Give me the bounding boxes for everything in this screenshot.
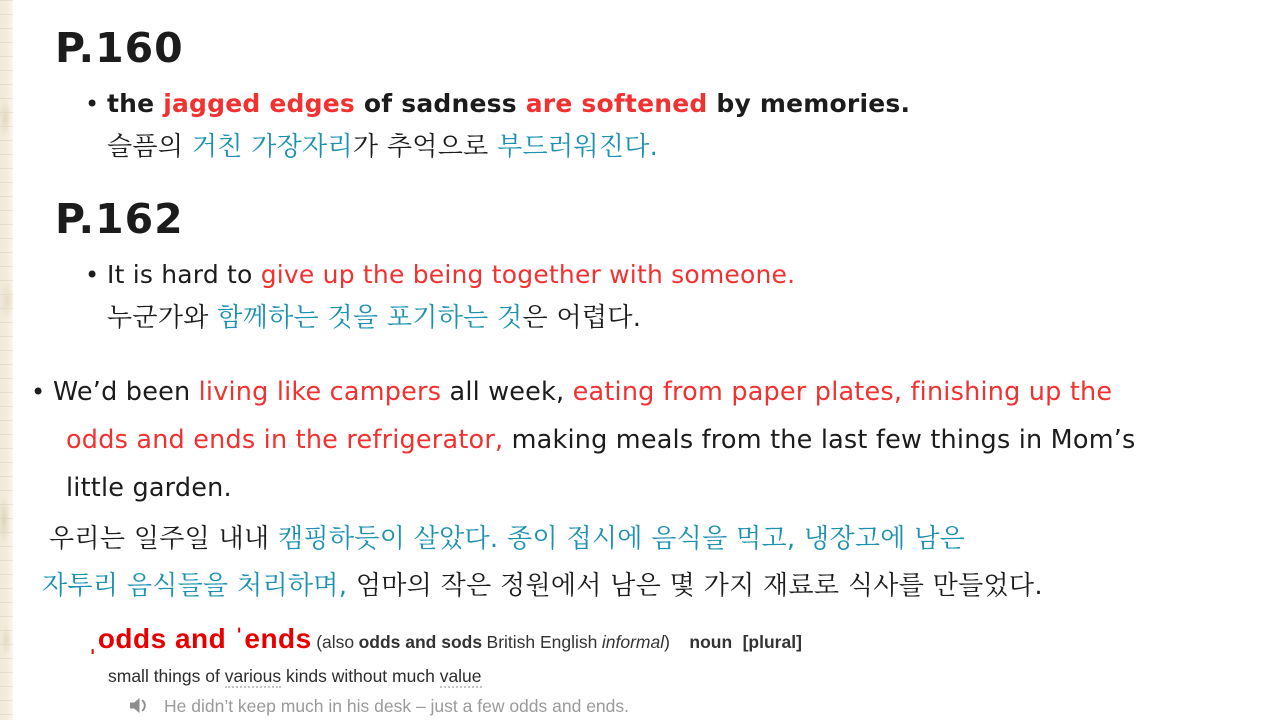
- english-sentence-2: [107, 258, 795, 292]
- text-segment: 우리는 일주일 내내: [49, 523, 279, 554]
- example-sentence: He didn’t keep much in his desk – just a few odds and ends.: [164, 695, 629, 716]
- text-segment: 함께하는 것을 포기하는 것: [217, 302, 523, 333]
- also-label: also: [322, 631, 355, 652]
- korean-translation-1: [107, 129, 1280, 165]
- linked-word[interactable]: various: [224, 665, 282, 686]
- linked-word[interactable]: value: [439, 665, 482, 686]
- english-sentence-1: [107, 87, 910, 121]
- korean-paragraph-line-2: [42, 563, 1280, 610]
- page-heading-160: P.160: [55, 24, 184, 72]
- text-segment: all week,: [441, 376, 573, 407]
- english-paragraph-line-3: [53, 464, 1136, 512]
- sentence-row-1: [85, 87, 1280, 121]
- notebook-edge-texture: [0, 0, 13, 720]
- text-segment: of sadness: [355, 88, 526, 118]
- text-segment: 캠핑하듯이 살았다. 종이 접시에 음식을 먹고, 냉장고에 남은: [278, 523, 966, 554]
- text-segment: are softened: [525, 88, 708, 118]
- text-segment: 은 어렵다.: [522, 302, 642, 333]
- paren-close: ): [664, 631, 670, 652]
- text-segment: eating from paper plates, finishing up the: [572, 376, 1113, 407]
- example-sentence-row: [128, 695, 1280, 717]
- part-of-speech: noun: [689, 631, 733, 652]
- english-paragraph-line-1: [53, 368, 1136, 416]
- text-segment: 엄마의 작은 정원에서 남은 몇 가지 재료로 식사를 만들었다.: [347, 570, 1043, 601]
- text-segment: little garden.: [66, 472, 232, 503]
- text-segment: small things of: [108, 665, 225, 686]
- register-label: informal: [601, 631, 665, 652]
- text-segment: 누군가와: [107, 302, 218, 333]
- text-segment: odds and ends in the refrigerator,: [66, 424, 504, 455]
- english-paragraph: [53, 368, 1136, 512]
- text-segment: 가 추억으로: [352, 131, 498, 162]
- text-segment: living like campers: [198, 376, 442, 407]
- dictionary-headword: ˌodds and ˈends: [88, 622, 312, 654]
- page-heading-162: P.162: [55, 194, 184, 243]
- definition-text: [108, 665, 1280, 687]
- text-segment: kinds without much: [281, 665, 440, 686]
- bullet-marker: •: [85, 260, 100, 289]
- text-segment: 부드러워진다.: [497, 131, 659, 162]
- text-segment: 자투리 음식들을 처리하며,: [42, 570, 348, 601]
- text-segment: It is hard to: [107, 259, 261, 289]
- korean-paragraph-line-1: [49, 516, 1280, 563]
- text-segment: give up the being together with someone.: [260, 259, 796, 289]
- korean-paragraph: [42, 516, 1280, 610]
- text-segment: by memories.: [707, 88, 911, 118]
- dictionary-headword-line: [88, 623, 1280, 660]
- text-segment: We’d been: [53, 376, 199, 407]
- text-segment: making meals from the last few things in Mom’s: [503, 424, 1136, 455]
- grammar-label: [plural]: [742, 631, 802, 652]
- text-segment: the: [107, 88, 164, 118]
- notes-page: [13, 0, 1280, 717]
- text-segment: 슬픔의: [107, 131, 192, 162]
- paren-open: (: [316, 631, 323, 652]
- text-segment: jagged edges: [163, 88, 355, 118]
- korean-translation-2: [107, 300, 1280, 336]
- region-label: British English: [486, 631, 598, 652]
- sentence-row-3: [31, 368, 1280, 512]
- english-paragraph-line-2: [53, 416, 1136, 464]
- sentence-row-2: [85, 258, 1280, 292]
- dictionary-entry: [88, 623, 1280, 717]
- text-segment: 거친 가장자리: [191, 131, 353, 162]
- bullet-marker: •: [85, 89, 100, 118]
- bullet-marker: •: [31, 377, 46, 406]
- speaker-icon[interactable]: [128, 695, 152, 716]
- variant-form: odds and sods: [358, 631, 483, 652]
